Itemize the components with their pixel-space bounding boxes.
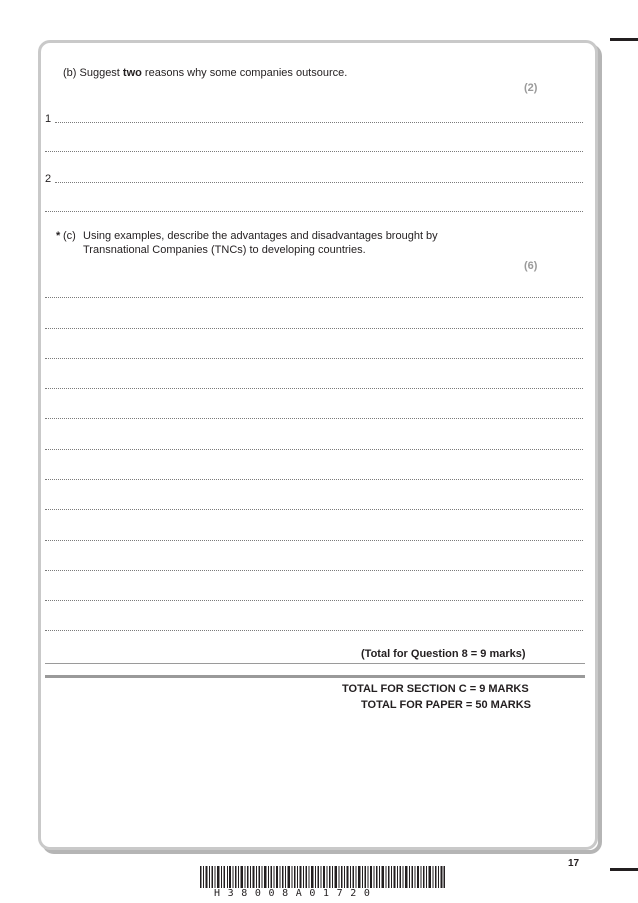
answer-line[interactable] — [45, 418, 583, 419]
answer-line[interactable] — [45, 600, 583, 601]
divider-thin — [45, 663, 585, 664]
answer-line[interactable] — [45, 570, 583, 571]
question-b-prefix: (b) Suggest — [63, 67, 123, 79]
answer-line[interactable] — [45, 211, 583, 212]
barcode-digits: H38008A01720 — [214, 888, 378, 899]
answer-line[interactable] — [45, 479, 583, 480]
question-c-marks: (6) — [524, 260, 538, 272]
answer-line[interactable] — [45, 358, 583, 359]
edge-registration-mark-bottom — [610, 868, 638, 871]
answer-line[interactable] — [45, 388, 583, 389]
question-b-suffix: reasons why some companies outsource. — [141, 67, 348, 79]
answer-line[interactable] — [45, 630, 583, 631]
answer-line[interactable] — [45, 509, 583, 510]
divider-thick — [45, 675, 585, 678]
answer-line[interactable] — [45, 328, 583, 329]
answer-line[interactable] — [45, 151, 583, 152]
extended-response-star: * — [56, 230, 61, 242]
answer-number-1: 1 — [45, 113, 52, 125]
paper-total: TOTAL FOR PAPER = 50 MARKS — [361, 699, 532, 711]
answer-line[interactable] — [55, 122, 583, 123]
barcode-icon — [200, 866, 445, 888]
answer-line[interactable] — [45, 449, 583, 450]
section-total: TOTAL FOR SECTION C = 9 MARKS — [342, 683, 529, 695]
answer-line[interactable] — [45, 297, 583, 298]
answer-line[interactable] — [45, 540, 583, 541]
answer-line[interactable] — [55, 182, 583, 183]
answer-box-frame — [38, 40, 598, 850]
question-c-label: (c) — [63, 230, 76, 242]
question-b-bold-word: two — [122, 67, 142, 79]
question-c-line1: Using examples, describe the advantages and disadvantages brought by — [83, 230, 438, 242]
question-c-line2: Transnational Companies (TNCs) to developing countries. — [83, 244, 366, 256]
question-total: (Total for Question 8 = 9 marks) — [361, 648, 526, 660]
question-b-marks: (2) — [524, 82, 538, 94]
answer-number-2: 2 — [45, 173, 52, 185]
question-b-text — [63, 66, 347, 80]
page-number: 17 — [568, 858, 580, 869]
edge-registration-mark-top — [610, 38, 638, 41]
